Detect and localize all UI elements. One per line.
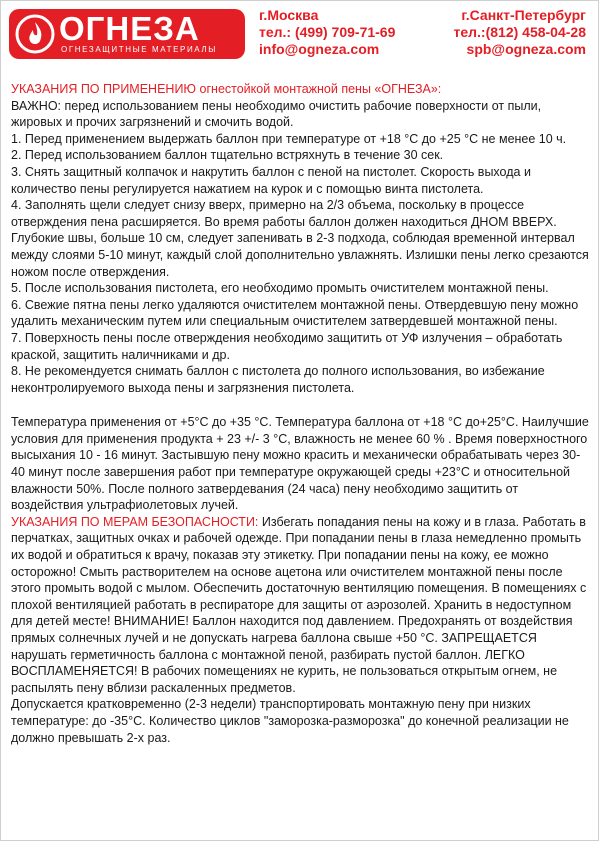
instructions-important: ВАЖНО: перед использованием пены необходимо очистить рабочие поверхности от пыли, жировых и прочих загрязнений и смочить водой. (11, 98, 542, 130)
instruction-item-8: 8. Не рекомендуется снимать баллон с пистолета до полного использования, во избежание неконтролируемого выхода пены и загрязнения пистолета. (11, 364, 545, 395)
moscow-city: г.Москва (259, 7, 319, 23)
instructions-heading: УКАЗАНИЯ ПО ПРИМЕНЕНИЮ огнестойкой монтажной пены «ОГНЕЗА»: (11, 82, 442, 96)
section-gap (11, 396, 591, 414)
instruction-item-4: 4. Заполнять щели следует снизу вверх, примерно на 2/3 объема, поскольку в процессе отверждения пена расширяется. Во время работы баллон должен находиться ДНОМ ВВЕРХ. Глубокие швы, больше 10 см, следует запенивать в 2-3 подхода, соблюдая временной интервал между слоями 5-10 минут, каждый слой дополнительно увлажнять. Излишки пены легко срезаются ножом после отверждения. (11, 198, 589, 279)
usage-conditions: Температура применения от +5°С до +35 °С. Температура баллона от +18 °С до+25°С. Наилучшие условия для применения продукта + 23 +/- 3 °С, влажность не менее 60 % . Время поверхностного высыхания 10 - 16 минут. Застывшую пену можно красить и механически обрабатывать через 30-40 минут после завершения работ при температуре окружающей среды +23°С и относительной влажности 50%. После полного затвердевания (24 часа) пену необходимо защитить от воздействия ультрафиолетовых лучей. (11, 415, 589, 513)
safety-text: Избегать попадания пены на кожу и в глаза. Работать в перчатках, защитных очках и рабочей одежде. При попадании пены в глаза немедленно промыть их водой и обратиться к врачу, показав эту этикетку. При попадании пены на кожу, ее можно осторожно! Смыть растворителем на основе ацетона или очистителем монтажной пены после этого промыть водой с мылом. Обеспечить достаточную вентиляцию помещения. В помещениях с плохой вентиляцией работать в респираторе для защиты от аэрозолей. Хранить в недоступном для детей месте! ВНИМАНИЕ! Баллон находится под давлением. Предохранять от воздействия прямых солнечных лучей и не допускать нагрева баллона свыше +50 °С. ЗАПРЕЩАЕТСЯ нарушать герметичность баллона с монтажной пеной, разбирать пустой баллон. ЛЕГКО ВОСПЛАМЕНЯЕТСЯ! В рабочих помещениях не курить, не пользоваться открытым огнем, не распылять пену вблизи раскаленных предметов. (11, 514, 587, 695)
spb-city: г.Санкт-Петербург (461, 7, 586, 23)
header (1, 1, 598, 73)
brand-logo (9, 9, 245, 59)
brand-tagline: ОГНЕЗАЩИТНЫЕ МАТЕРИАЛЫ (61, 45, 217, 54)
contacts-moscow (259, 7, 395, 58)
spb-email[interactable]: spb@ogneza.com (466, 41, 586, 57)
safety-heading: УКАЗАНИЯ ПО МЕРАМ БЕЗОПАСНОСТИ: (11, 514, 259, 529)
instruction-item-2: 2. Перед использованием баллон тщательно встряхнуть в течение 30 сек. (11, 148, 444, 163)
contacts-spb (454, 7, 587, 58)
instruction-item-5: 5. После использования пистолета, его необходимо промыть очистителем монтажной пены. (11, 281, 549, 296)
brand-name: ОГНЕЗА (59, 10, 200, 47)
spb-phone: тел.:(812) 458-04-28 (453, 24, 586, 40)
label-body (11, 81, 591, 746)
moscow-phone: тел.: (499) 709-71-69 (259, 24, 396, 40)
moscow-email[interactable]: info@ogneza.com (259, 41, 380, 57)
instruction-item-3: 3. Снять защитный колпачок и накрутить баллон с пеной на пистолет. Скорость выхода и количество пены регулируется нажатием на курок и с помощью винта пистолета. (11, 164, 531, 196)
instruction-item-1: 1. Перед применением выдержать баллон при температуре от +18 °С до +25 °С не менее 10 ч. (11, 131, 567, 146)
safety-paragraph (11, 514, 591, 697)
flame-icon (15, 14, 55, 54)
instruction-item-6: 6. Свежие пятна пены легко удаляются очистителем монтажной пены. Отвердевшую пену можно удалить механическим путем или специальным очистителем затвердевшей монтажной пены. (11, 297, 579, 329)
instruction-item-7: 7. Поверхность пены после отверждения необходимо защитить от УФ излучения – обработать краской, защитить наличниками и др. (11, 330, 563, 362)
transport-paragraph: Допускается кратковременно (2-3 недели) транспортировать монтажную пену при низких температуре: до -35°С. Количество циклов "заморозка-разморозка" до конечной реализации не должно превышать 2-х раз. (11, 697, 569, 745)
